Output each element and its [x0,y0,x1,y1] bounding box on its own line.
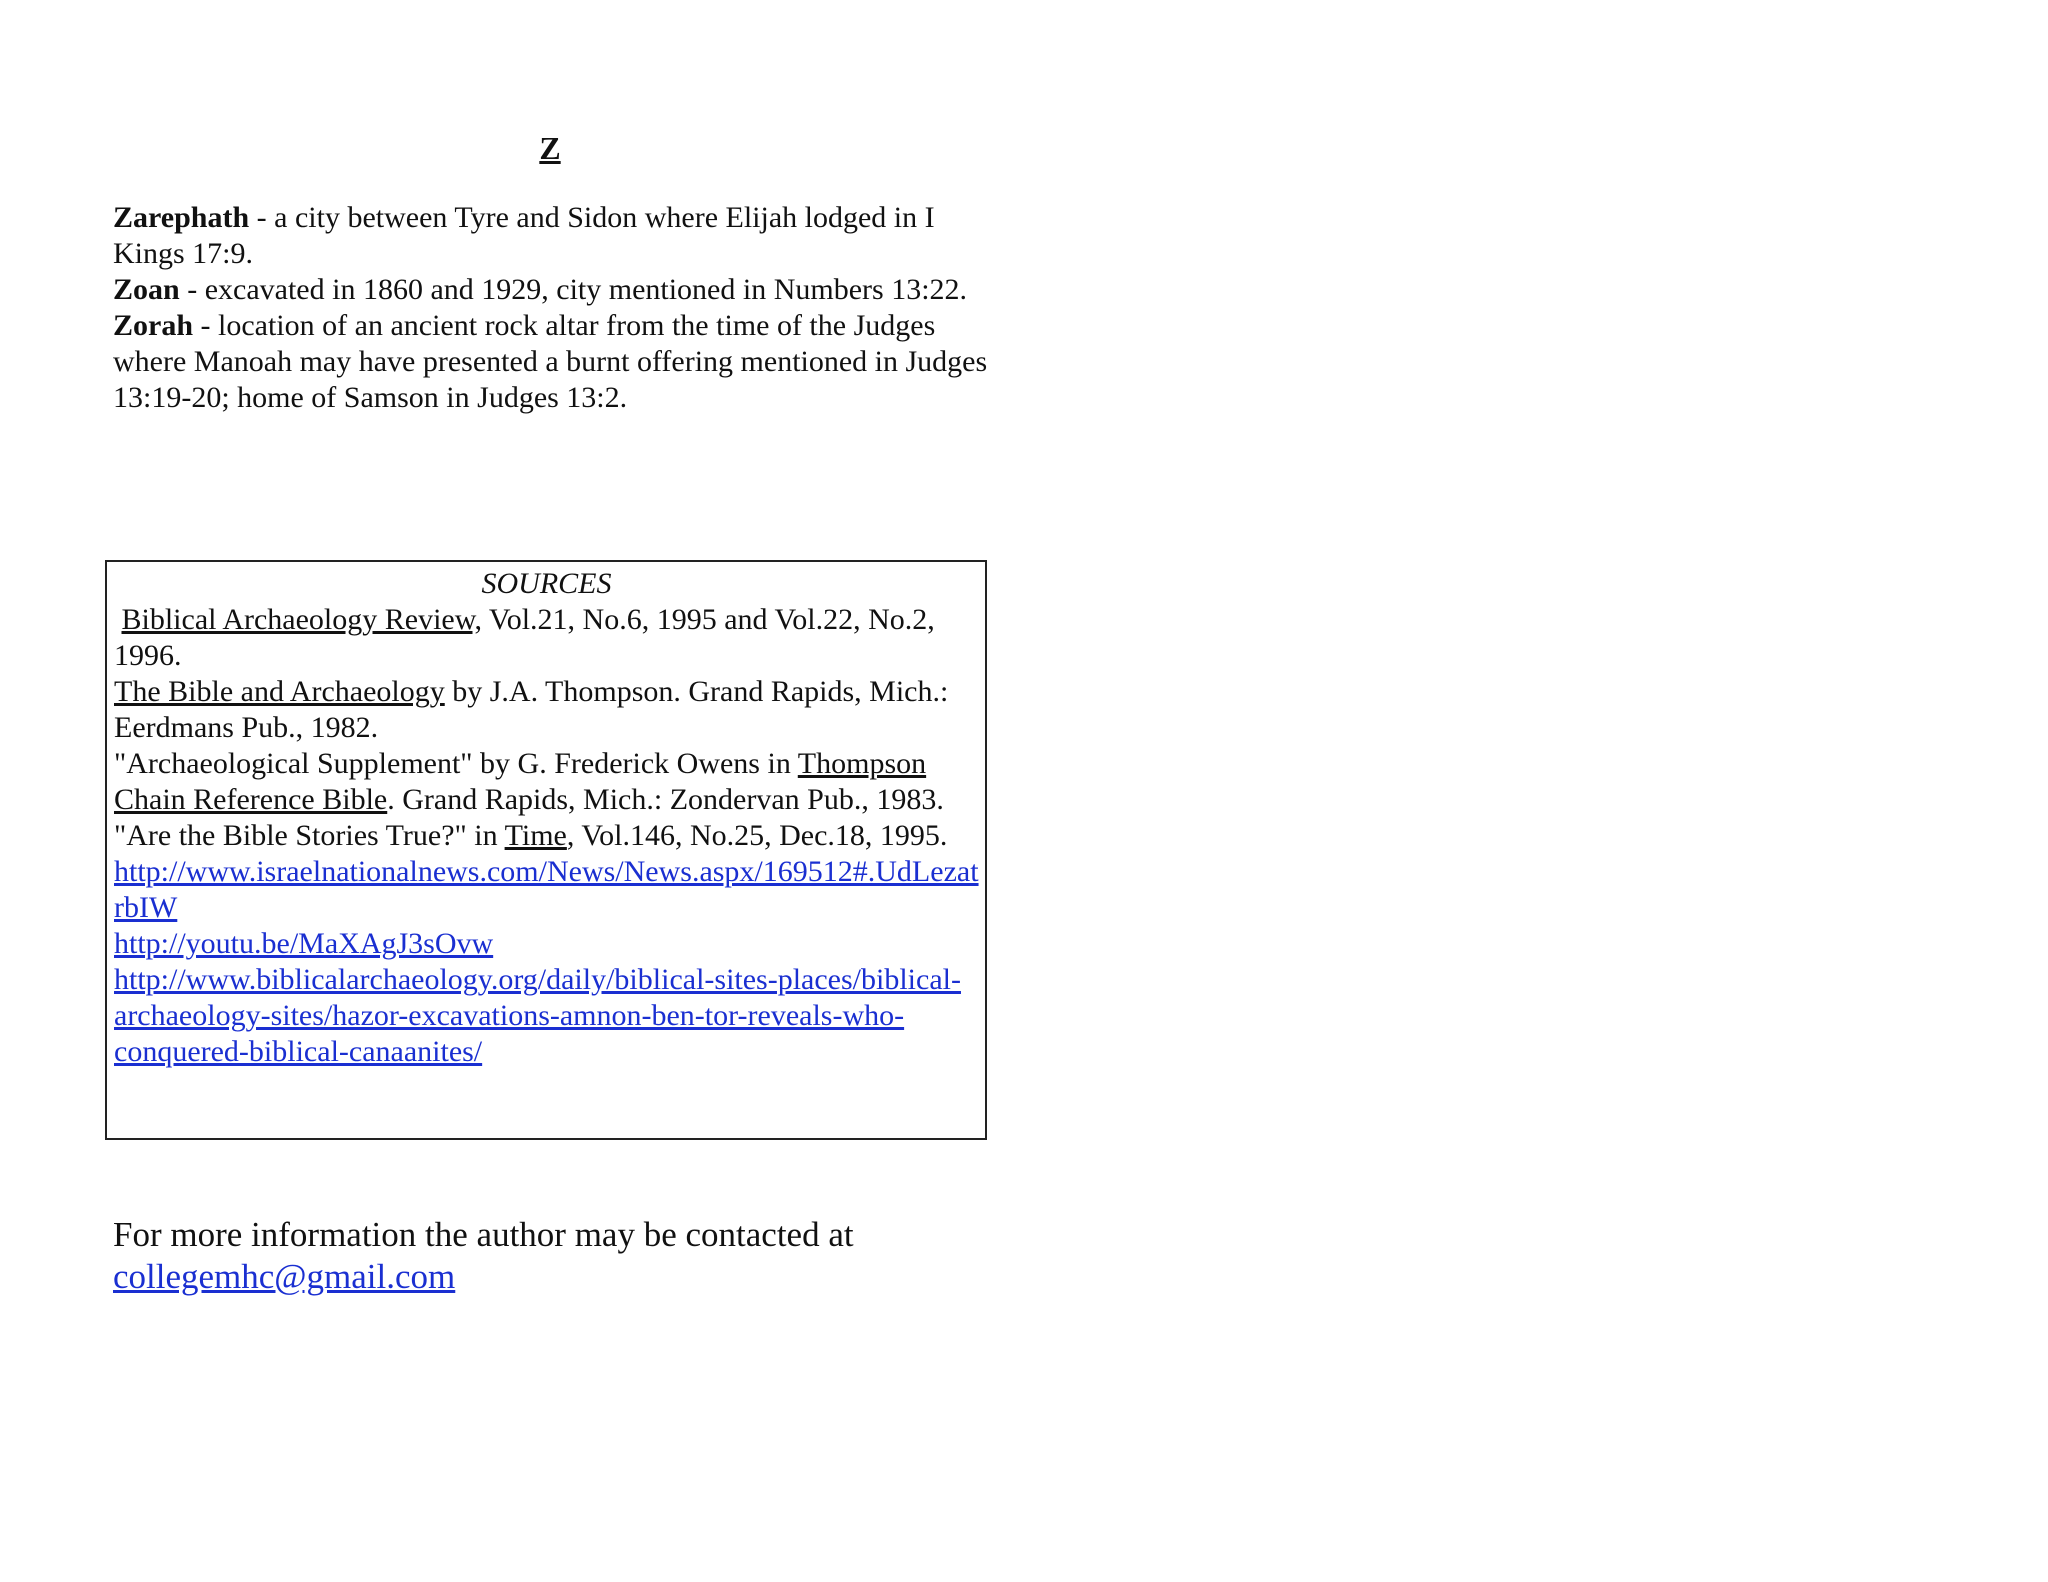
source-prefix: "Are the Bible Stories True?" in [114,819,505,852]
source-title: Biblical Archaeology Review, [121,603,482,636]
contact-text: For more information the author may be contacted at [113,1215,854,1254]
source-title: Thompson Chain Reference Bible [114,747,927,816]
source-time [114,818,979,854]
entry-zorah [113,308,993,416]
source-bar [114,602,979,674]
source-link-israelnationalnews[interactable]: http://www.israelnationalnews.com/News/News.aspx/169512#.UdLezatrbIW [114,855,979,924]
section-heading: Z [539,130,561,166]
entry-zarephath [113,200,993,272]
contact-email-link[interactable]: collegemhc@gmail.com [113,1257,456,1296]
author-contact [113,1214,1013,1298]
entry-term: Zarephath [113,201,250,234]
entry-term: Zorah [113,309,194,342]
entry-term: Zoan [113,273,180,306]
source-title: The Bible and Archaeology [114,675,445,708]
source-title: Time [504,819,567,852]
source-details: by J.A. Thompson. Grand Rapids, Mich.: Eerdmans Pub., 1982. [114,675,949,744]
entry-text: - a city between Tyre and Sidon where Elijah lodged in I Kings 17:9. [113,201,935,270]
source-link-biblicalarchaeology[interactable]: http://www.biblicalarchaeology.org/daily/biblical-sites-places/biblical-archaeology-sites/hazor-excavations-amnon-ben-tor-reveals-who-conquered-biblical-canaanites/ [114,963,961,1068]
source-thompson [114,674,979,746]
entry-zoan [113,272,993,308]
source-details: . Grand Rapids, Mich.: Zondervan Pub., 1983. [387,783,944,816]
source-details: , Vol.146, No.25, Dec.18, 1995. [566,819,948,852]
source-link-youtube[interactable]: http://youtu.be/MaXAgJ3sOvw [114,927,494,960]
entry-text: - location of an ancient rock altar from the time of the Judges where Manoah may have presented a burnt offering mentioned in Judges 13:19-20; home of Samson in Judges 13:2. [113,309,988,414]
source-details: Vol.21, No.6, 1995 and Vol.22, No.2, 1996. [114,603,935,672]
source-owens [114,746,979,818]
source-prefix: "Archaeological Supplement" by G. Frederick Owens in [114,747,798,780]
entry-text: - excavated in 1860 and 1929, city mentioned in Numbers 13:22. [179,273,968,306]
entry-list [113,200,993,416]
sources-box [105,560,987,1140]
sources-title: SOURCES [481,567,612,600]
